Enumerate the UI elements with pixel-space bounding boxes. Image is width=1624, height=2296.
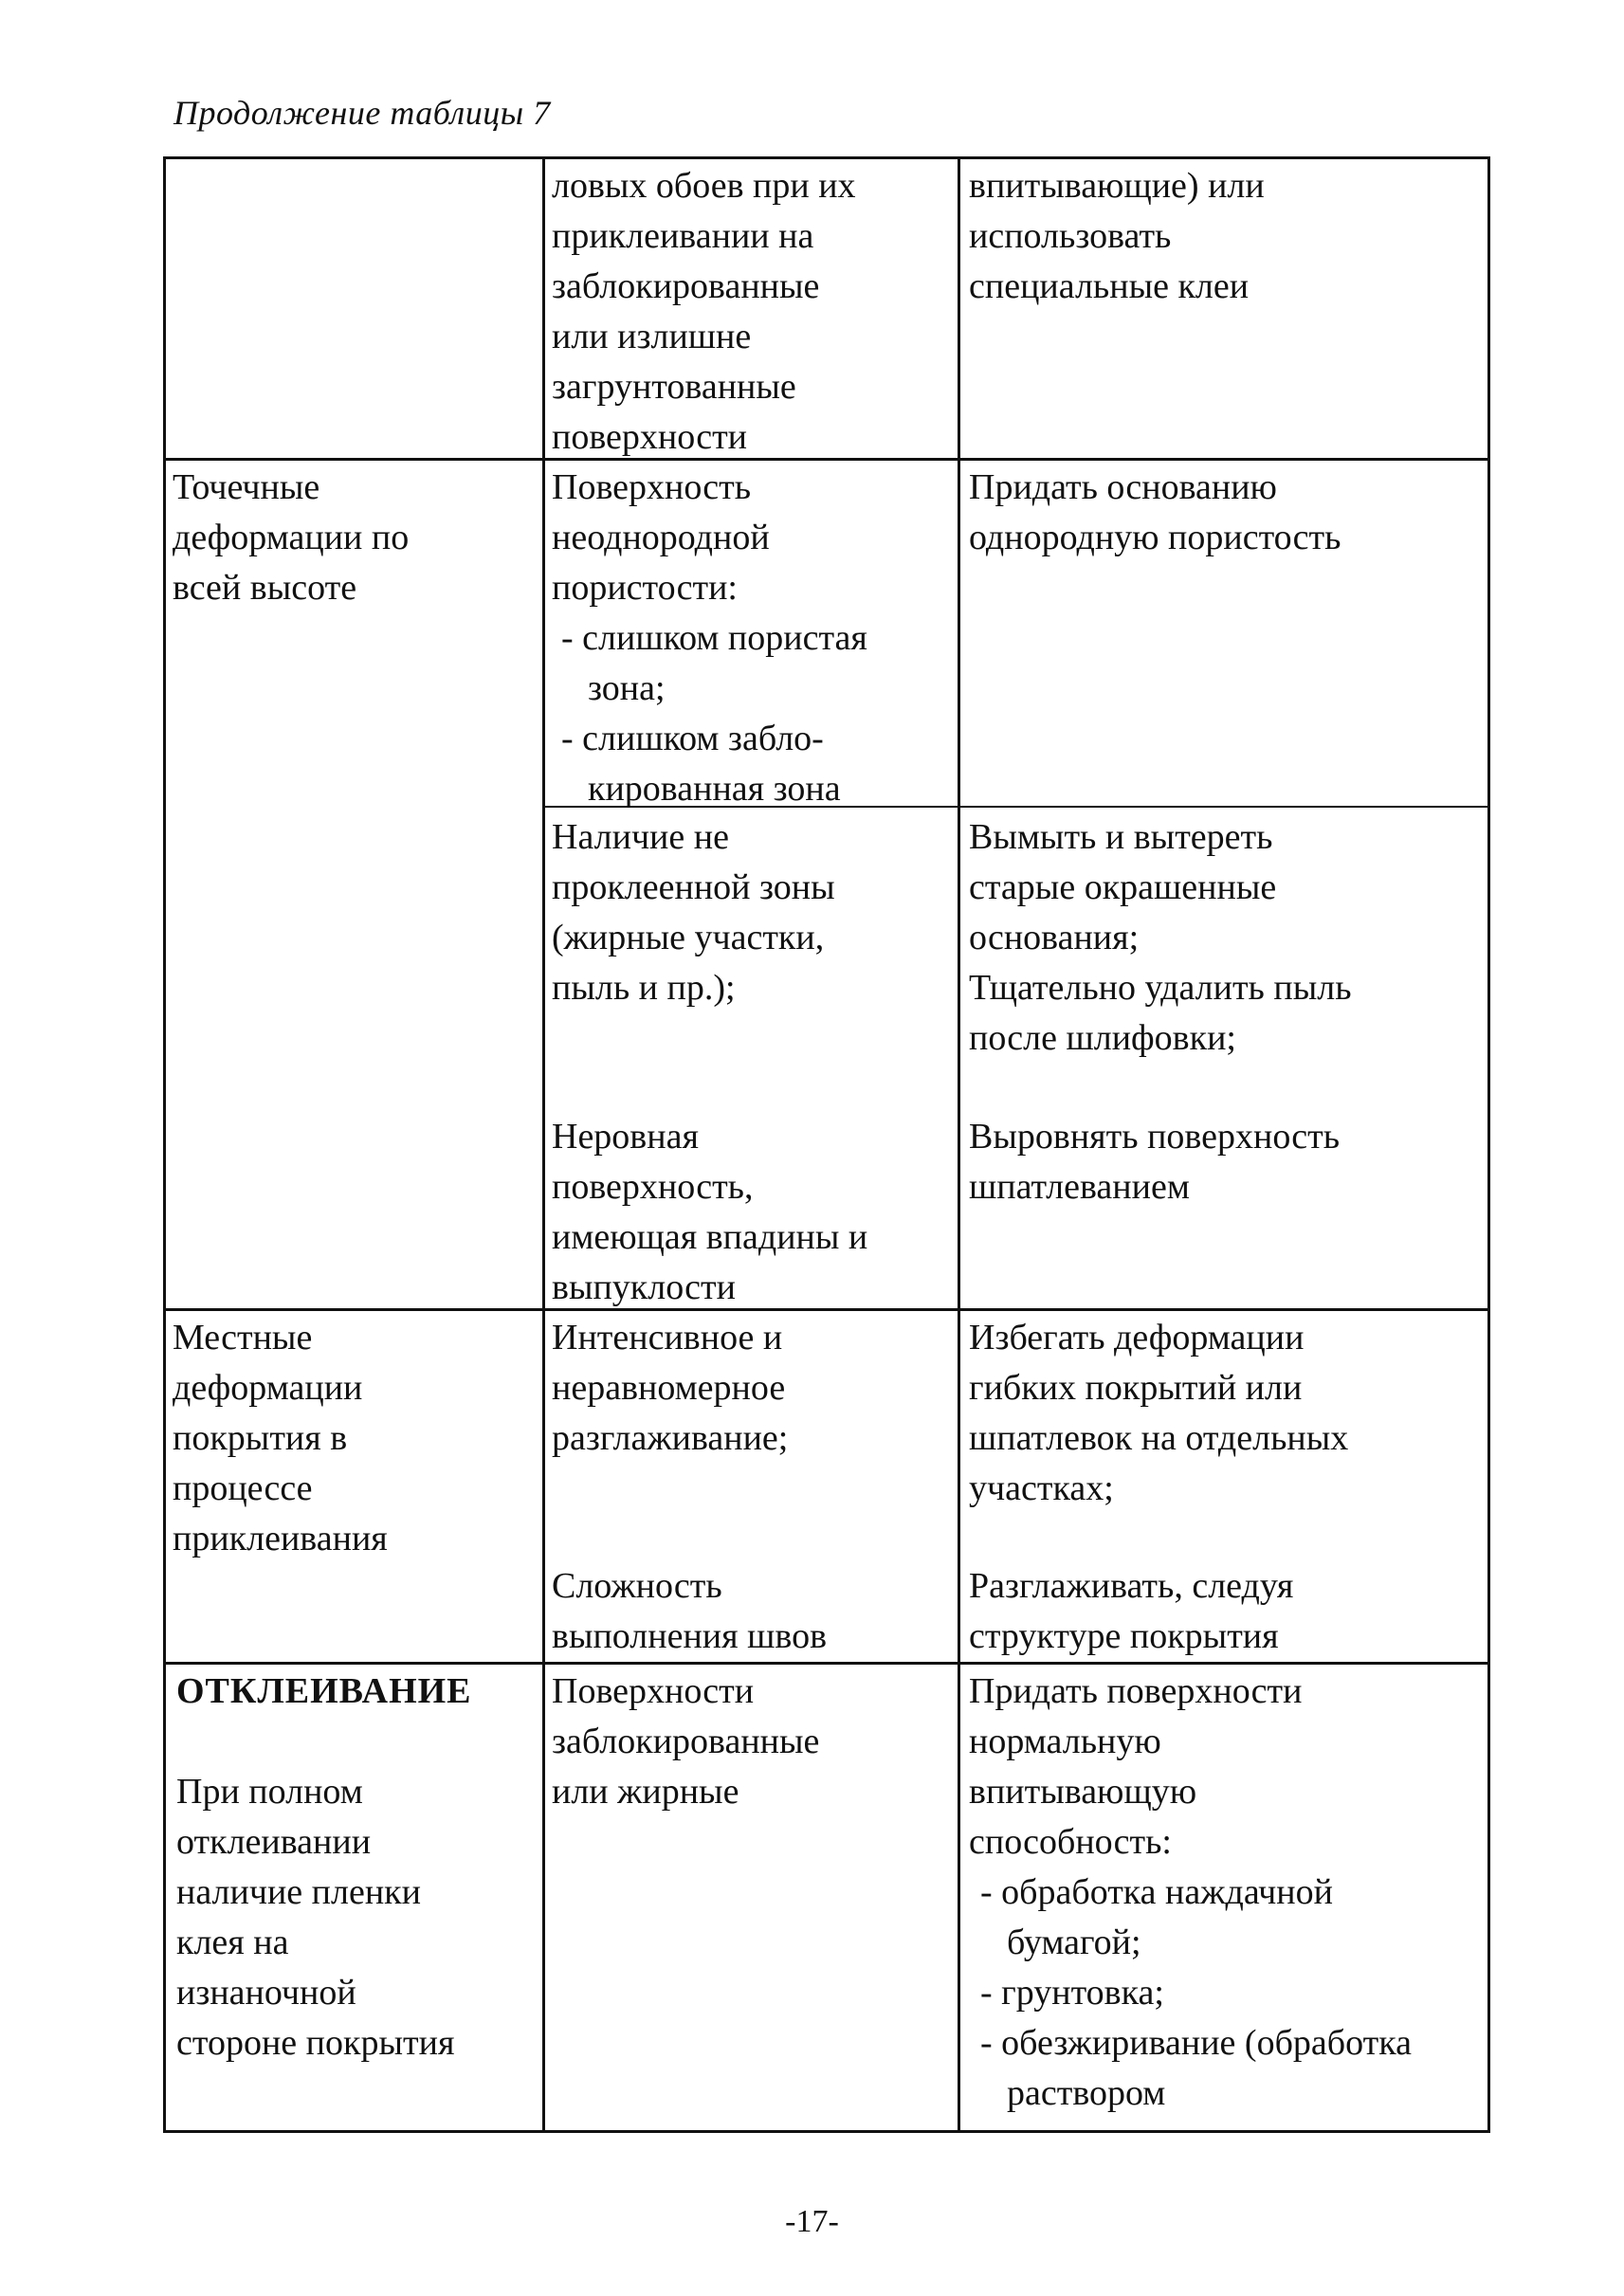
row3-remedy-intro: Придать поверхности нормальную впитывающую способность: xyxy=(969,1671,1303,1862)
row2-defect-cell: Местные деформации покрытия в процессе приклеивания xyxy=(173,1318,388,1558)
list-item: - обезжиривание (обработка раствором xyxy=(980,2023,1412,2113)
list-item: - обработка наждачной бумагой; xyxy=(980,1872,1333,1962)
list-item: - слишком пористая зона; xyxy=(561,618,867,708)
row3-defect-cell: При полном отклеивании наличие пленки клея на изнаночной стороне покрытия xyxy=(176,1772,455,2063)
row2-causeB-cell: Сложность выполнения швов xyxy=(552,1566,828,1656)
defects-table xyxy=(163,156,1490,2133)
table-border-bottom xyxy=(163,2130,1490,2133)
list-item: - грунтовка; xyxy=(980,1973,1164,2013)
row2-remedyB-cell: Разглаживать, следуя структуре покрытия xyxy=(969,1566,1294,1656)
row2-remedyA-cell: Избегать деформации гибких покрытий или шпатлевок на отдельных участках; xyxy=(969,1318,1349,1508)
row3-cause-cell: Поверхности заблокированные или жирные xyxy=(552,1671,820,1812)
row1-remedyA-cell: Придать основанию однородную пористость xyxy=(969,467,1341,557)
row1-causeB-cell: Наличие не проклеенной зоны (жирные участки, пыль и пр.); xyxy=(552,817,835,1008)
row1-causeA-list xyxy=(561,613,950,814)
column-divider-2 xyxy=(958,156,960,2133)
row2-causeA-cell: Интенсивное и неравномерное разглаживание; xyxy=(552,1318,789,1458)
table-border-left xyxy=(163,156,166,2133)
row0-remedy-cell: впитывающие) или использовать специальные клеи xyxy=(969,166,1265,306)
row1-remedyC-cell: Выровнять поверхность шпатлеванием xyxy=(969,1117,1341,1207)
row1-defect-cell: Точечные деформации по всей высоте xyxy=(173,467,410,608)
row1-remedyB-cell: Вымыть и вытереть старые окрашенные основания; Тщательно удалить пыль после шлифовки; xyxy=(969,817,1352,1058)
column-divider-1 xyxy=(542,156,545,2133)
table-border-top xyxy=(163,156,1490,159)
row1-causeA-intro: Поверхность неоднородной пористости: xyxy=(552,467,770,608)
page-number: -17- xyxy=(785,2204,839,2239)
table-continuation-caption: Продолжение таблицы 7 xyxy=(173,94,551,132)
row0-cause-cell: ловых обоев при их приклеивании на заблокированные или излишне загрунтованные поверхности xyxy=(552,166,856,457)
row3-defect-title: ОТКЛЕИВАНИЕ xyxy=(176,1671,472,1711)
table-border-right xyxy=(1487,156,1490,2133)
list-item: - слишком забло-кированная зона xyxy=(561,719,841,809)
row3-remedy-list xyxy=(980,1868,1473,2119)
row1-causeC-cell: Неровная поверхность, имеющая впадины и выпуклости xyxy=(552,1117,868,1307)
row-divider-3 xyxy=(163,1662,1490,1665)
